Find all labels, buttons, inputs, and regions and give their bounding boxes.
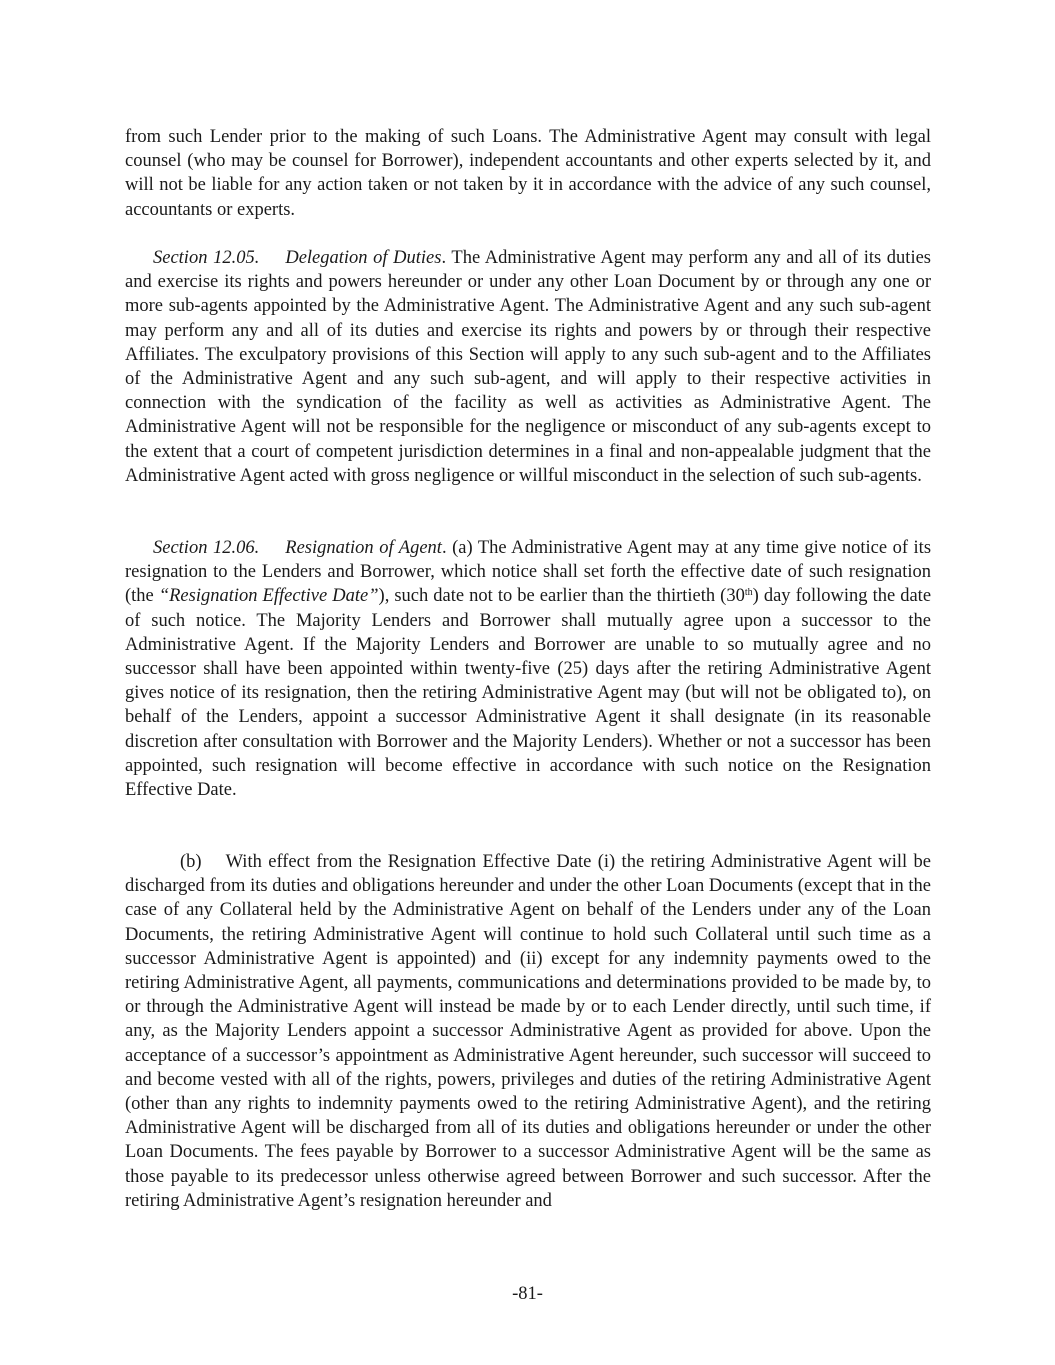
ordinal-superscript: th [744, 587, 753, 599]
section-title: Resignation of Agent [285, 538, 442, 558]
section-number: Section 12.05. [153, 248, 260, 268]
section-12-05: Section 12.05. Delegation of Duties. The Administrative Agent may perform any and all of its duties and exercise its rights and powers hereunder or under any other Loan Document by or through any one or more sub-agents appointed by the Administrative Agent. The Administrative Agent and any such sub-agent may perform any and all of its duties and exercise its rights and powers by or through their respective Affiliates. The exculpatory provisions of this Section will apply to any such sub-agent and to the Affiliates of the Administrative Agent and any such sub-agent, and will apply to their respective activities in connection with the syndication of the facility as well as activities as Administrative Agent. The Administrative Agent will not be responsible for the negligence or misconduct of any sub-agents except to the extent that a court of competent jurisdiction determines in a final and non-appealable judgment that the Administrative Agent acted with gross negligence or willful misconduct in the selection of such sub-agents. [125, 248, 931, 486]
defined-term: “Resignation Effective Date” [158, 586, 379, 607]
subsection-b [125, 850, 931, 1213]
subsection-label: (b) [180, 852, 202, 872]
section-body: The Administrative Agent may perform any and all of its duties and exercise its rights and powers hereunder or under any other Loan Document by or through any one or more sub-agents appointed by the Administrative Agent. The Administrative Agent and any such sub-agent may perform any and all of its duties and exercise its rights and powers by or through their respective Affiliates. The exculpatory provisions of this Section will apply to any such sub-agent and to the Affiliates of the Administrative Agent and any such sub-agent, and will apply to their respective activities in connection with the syndication of the facility as well as activities as Administrative Agent. The Administrative Agent will not be responsible for the negligence or misconduct of any sub-agents except to the extent that a court of competent jurisdiction determines in a final and non-appealable judgment that the Administrative Agent acted with gross negligence or willful misconduct in the selection of such sub-agents. [125, 248, 931, 486]
paragraph-continuation [125, 125, 931, 222]
section-12-06: Section 12.06. Resignation of Agent. (a) The Administrative Agent may at any time give notice of its resignation to the Lenders and Borrower, which notice shall set forth the effective date of such resignation (the “Resignation Effective Date”), such date not to be earlier than the thirtieth (30th) day following the date of such notice. The Majority Lenders and Borrower shall mutually agree upon a successor to the Administrative Agent. If the Majority Lenders and Borrower are unable to so mutually agree and no successor shall have been appointed within twenty-five (25) days after the retiring Administrative Agent gives notice of its resignation, then the retiring Administrative Agent may (but will not be obligated to), on behalf of the Lenders, appoint a successor Administrative Agent it shall designate (in its reasonable discretion after consultation with Borrower and the Majority Lenders). Whether or not a successor has been appointed, such resignation will become effective in accordance with such notice on the Resignation Effective Date. [125, 538, 932, 801]
subsection-body: With effect from the Resignation Effective Date (i) the retiring Administrative Agent will be discharged from its duties and obligations hereunder and under the other Loan Documents (except that in the case of any Collateral held by the Administrative Agent on behalf of the Lenders under any of the Loan Documents, the retiring Administrative Agent will continue to hold such Collateral until such time as a successor Administrative Agent is appointed) and (ii) except for any indemnity payments owed to the retiring Administrative Agent, all payments, communications and determinations provided to be made by, to or through the Administrative Agent will instead be made by or to each Lender directly, until such time, if any, as the Majority Lenders appoint a successor Administrative Agent as provided for above. Upon the acceptance of a successor’s appointment as Administrative Agent hereunder, such successor will succeed to and become vested with all of the rights, powers, privileges and duties of the retiring Administrative Agent (other than any rights to indemnity payments owed to the retiring Administrative Agent), and the retiring Administrative Agent will be discharged from all of its duties and obligations hereunder or under the other Loan Documents. The fees payable by Borrower to a successor Administrative Agent will be the same as those payable to its predecessor unless otherwise agreed between Borrower and such successor. After the retiring Administrative Agent’s resignation hereunder and [125, 852, 931, 1211]
paragraph-text: from such Lender prior to the making of such Loans. The Administrative Agent may consult with legal counsel (who may be counsel for Borrower), independent accountants and other experts selected by it, and will not be liable for any action taken or not taken by it in accordance with the advice of any such counsel, accountants or experts. [125, 127, 931, 220]
section-body-part-1: (a) The Administrative Agent may at any time give notice of its resignation to the Lenders and Borrower, which notice shall set forth the effective date of such resignation (the [125, 538, 932, 607]
section-number: Section 12.06. [153, 538, 260, 558]
page-number: -81- [512, 1284, 543, 1304]
section-body-part-2: ), such date not to be earlier than the thirtieth (30 [378, 586, 745, 607]
section-title: Delegation of Duties [285, 248, 442, 268]
section-body-part-3: ) day following the date of such notice. The Majority Lenders and Borrower shall mutually agree upon a successor to the Administrative Agent. If the Majority Lenders and Borrower are unable to so mutually agree and no successor shall have been appointed within twenty-five (25) days after the retiring Administrative Agent gives notice of its resignation, then the retiring Administrative Agent may (but will not be obligated to), on behalf of the Lenders, appoint a successor Administrative Agent it shall designate (in its reasonable discretion after consultation with Borrower and the Majority Lenders). Whether or not a successor has been appointed, such resignation will become effective in accordance with such notice on the Resignation Effective Date. [125, 586, 932, 801]
